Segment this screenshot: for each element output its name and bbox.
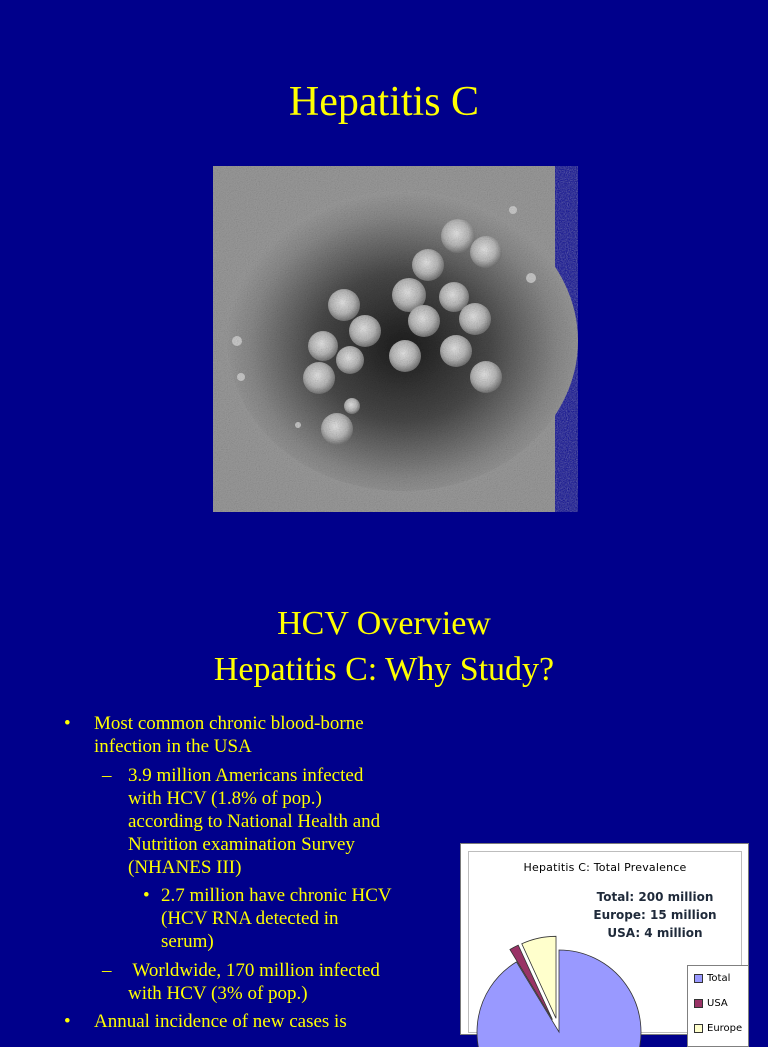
section-heading-why-study: Hepatitis C: Why Study? [213,651,555,688]
legend-label: Total [707,973,731,984]
slide-title: Hepatitis C [288,79,480,125]
bullet-item [64,712,364,758]
bullet-line: serum) [161,931,214,952]
bullet-line: 2.7 million have chronic HCV [161,885,392,906]
bullet-line: infection in the USA [94,736,252,757]
chart-legend [687,965,749,1047]
bullet-line: according to National Health and [128,811,381,832]
bullet-marker: – [102,960,112,981]
bullet-line: Annual incidence of new cases is [94,1011,347,1032]
section-heading-overview: HCV Overview [277,605,491,642]
bullet-item [143,884,392,953]
chart-annotation-europe: Europe: 15 million [593,908,717,922]
legend-item-europe [694,1023,742,1034]
legend-item-total [694,973,730,984]
chart-annotation-usa: USA: 4 million [607,926,703,940]
bullet-line: Worldwide, 170 million infected [128,960,380,981]
bullet-item [102,764,381,879]
bullet-line: (HCV RNA detected in [161,908,339,929]
bullet-line: 3.9 million Americans infected [128,765,364,786]
chart-area [468,851,742,1033]
bullet-marker: – [102,765,112,786]
bullet-line: Most common chronic blood-borne [94,713,364,734]
bullet-item [64,1010,347,1033]
chart-title: Hepatitis C: Total Prevalence [523,861,687,874]
bullet-line: Nutrition examination Survey [128,834,355,855]
virus-micrograph-image [213,166,555,512]
legend-swatch [694,974,703,983]
legend-swatch [694,1024,703,1033]
bullet-line: with HCV (3% of pop.) [128,983,308,1004]
legend-label: Europe [707,1023,743,1034]
bullet-item [102,959,380,1005]
chart-annotation-total: Total: 200 million [596,890,714,904]
bullet-marker: • [143,885,150,906]
legend-label: USA [707,998,728,1009]
prevalence-chart [460,843,749,1035]
legend-swatch [694,999,703,1008]
pie-slice-total [477,950,641,1047]
bullet-marker: • [64,713,71,734]
bullet-line: with HCV (1.8% of pop.) [128,788,322,809]
bullet-line: (NHANES III) [128,857,242,878]
legend-item-usa [694,998,728,1009]
bullet-marker: • [64,1011,71,1032]
